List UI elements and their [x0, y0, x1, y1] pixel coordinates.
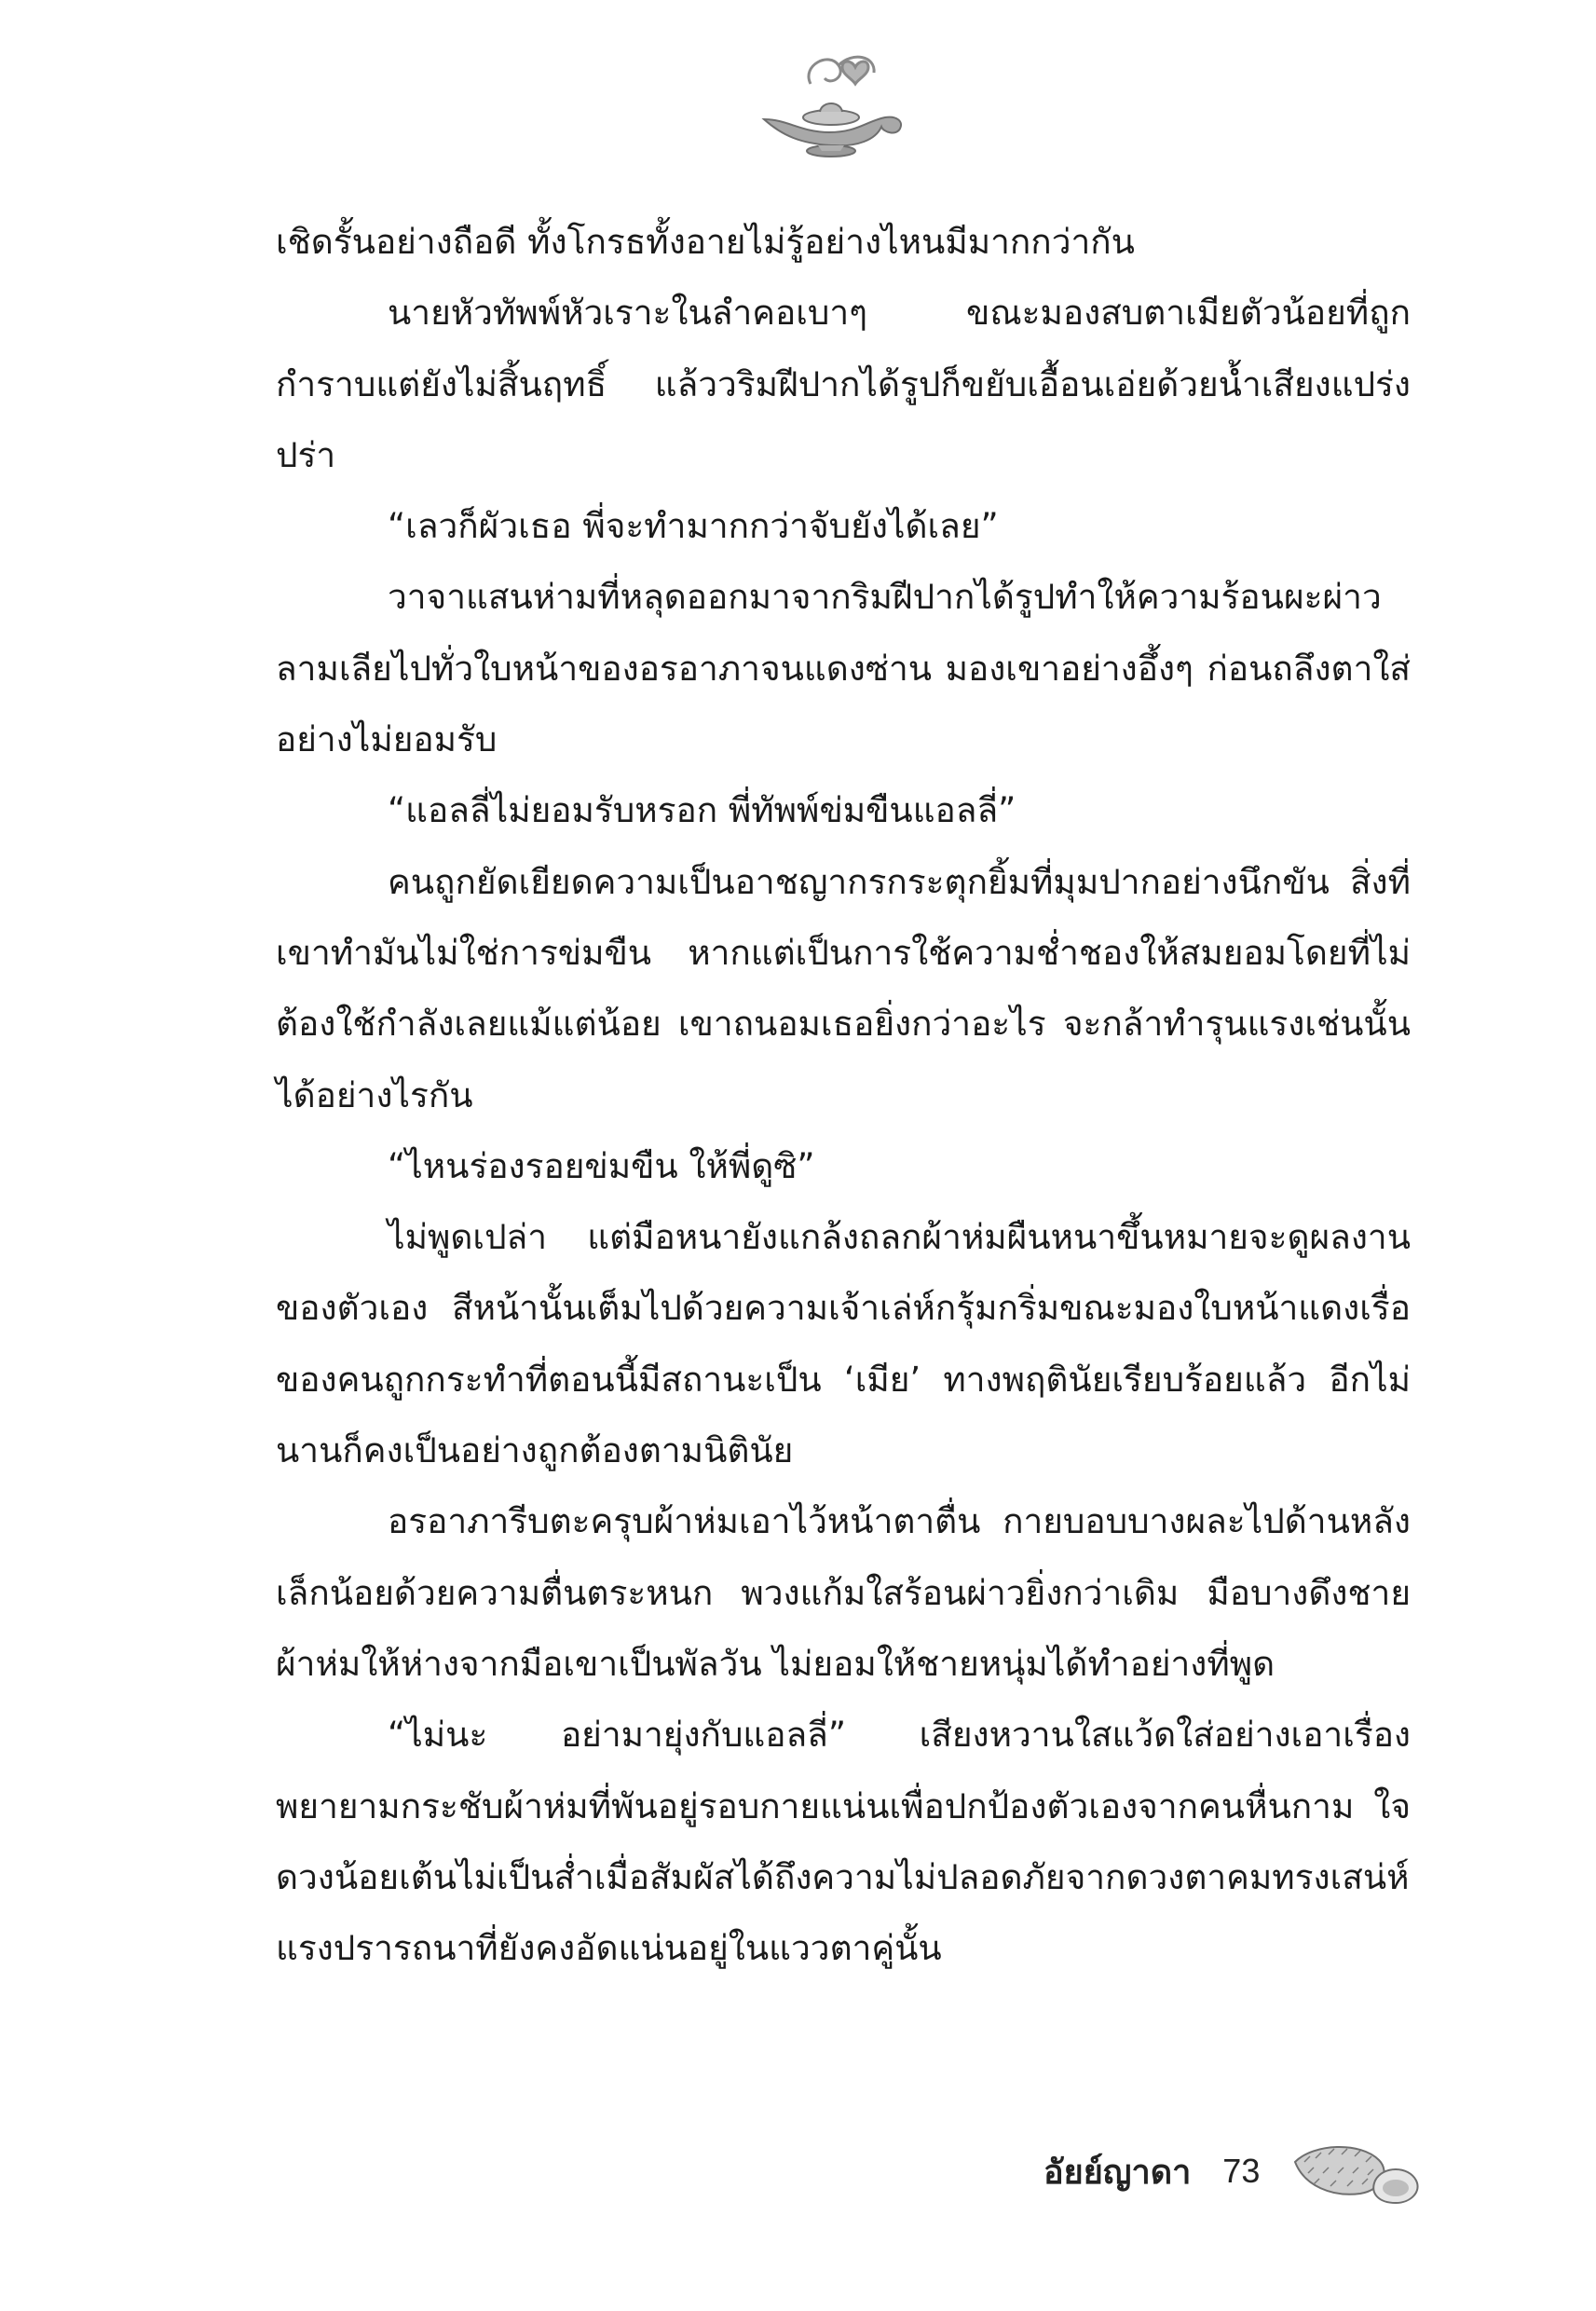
paragraph-5: “แอลลี่ไม่ยอมรับหรอก พี่ทัพพ์ข่มขืนแอลลี่” [388, 790, 1016, 831]
paragraph-2: นายหัวทัพพ์หัวเราะในลำคอเบาๆ ขณะมองสบตาเมียตัวน้อยที่ถูกกำราบแต่ยังไม่สิ้นฤทธิ์ แล้ววริมฝีปากได้รูปก็ขยับเอื้อนเอ่ยด้วยน้ำเสียงแปร่งปร่า [276, 293, 1411, 475]
durian-ornament-icon [1286, 2134, 1425, 2208]
running-title: อัยย์ญาดา [1044, 2153, 1192, 2192]
page-footer [1044, 2134, 1491, 2208]
magic-lamp-ornament-icon [745, 47, 913, 163]
page-body [276, 207, 1411, 1984]
paragraph-4: วาจาแสนห่ามที่หลุดออกมาจากริมฝีปากได้รูปทำให้ความร้อนผะผ่าวลามเลียไปทั่วใบหน้าของอรอาภาจนแดงซ่าน มองเขาอย่างอึ้งๆ ก่อนถลึงตาใส่อย่างไม่ยอมรับ [276, 577, 1411, 760]
paragraph-8: ไม่พูดเปล่า แต่มือหนายังแกล้งถลกผ้าห่มผืนหนาขึ้นหมายจะดูผลงานของตัวเอง สีหน้านั้นเต็มไปด้วยความเจ้าเล่ห์กรุ้มกริ่มขณะมองใบหน้าแดงเรื่อของคนถูกกระทำที่ตอนนี้มีสถานะเป็น ‘เมีย’ ทางพฤตินัยเรียบร้อยแล้ว อีกไม่นานก็คงเป็นอย่างถูกต้องตามนิตินัย [276, 1217, 1411, 1471]
paragraph-6: คนถูกยัดเยียดความเป็นอาชญากรกระตุกยิ้มที่มุมปากอย่างนึกขัน สิ่งที่เขาทำมันไม่ใช่การข่มขืน หากแต่เป็นการใช้ความช่ำชองให้สมยอมโดยที่ไม่ต้องใช้กำลังเลยแม้แต่น้อย เขาถนอมเธอยิ่งกว่าอะไร จะกล้าทำรุนแรงเช่นนั้นได้อย่างไรกัน [276, 861, 1411, 1115]
paragraph-10: “ไม่นะ อย่ามายุ่งกับแอลลี่” เสียงหวานใสแว้ดใส่อย่างเอาเรื่อง พยายามกระชับผ้าห่มที่พันอยู่รอบกายแน่นเพื่อปกป้องตัวเองจากคนหื่นกาม ใจดวงน้อยเต้นไม่เป็นส่ำเมื่อสัมผัสได้ถึงความไม่ปลอดภัยจากดวงตาคมทรงเสน่ห์ แรงปรารถนาที่ยังคงอัดแน่นอยู่ในแววตาคู่นั้น [276, 1715, 1411, 1969]
paragraph-3: “เลวก็ผัวเธอ พี่จะทำมากกว่าจับยังได้เลย” [388, 506, 999, 547]
paragraph-7: “ไหนร่องรอยข่มขืน ให้พี่ดูซิ” [388, 1145, 815, 1186]
paragraph-1: เชิดรั้นอย่างถือดี ทั้งโกรธทั้งอายไม่รู้อย่างไหนมีมากกว่ากัน [276, 222, 1135, 262]
page-number: 73 [1222, 2152, 1261, 2190]
paragraph-9: อรอาภารีบตะครุบผ้าห่มเอาไว้หน้าตาตื่น กายบอบบางผละไปด้านหลังเล็กน้อยด้วยความตื่นตระหนก พวงแก้มใสร้อนผ่าวยิ่งกว่าเดิม มือบางดึงชายผ้าห่มให้ห่างจากมือเขาเป็นพัลวัน ไม่ยอมให้ชายหนุ่มได้ทำอย่างที่พูด [276, 1501, 1411, 1684]
